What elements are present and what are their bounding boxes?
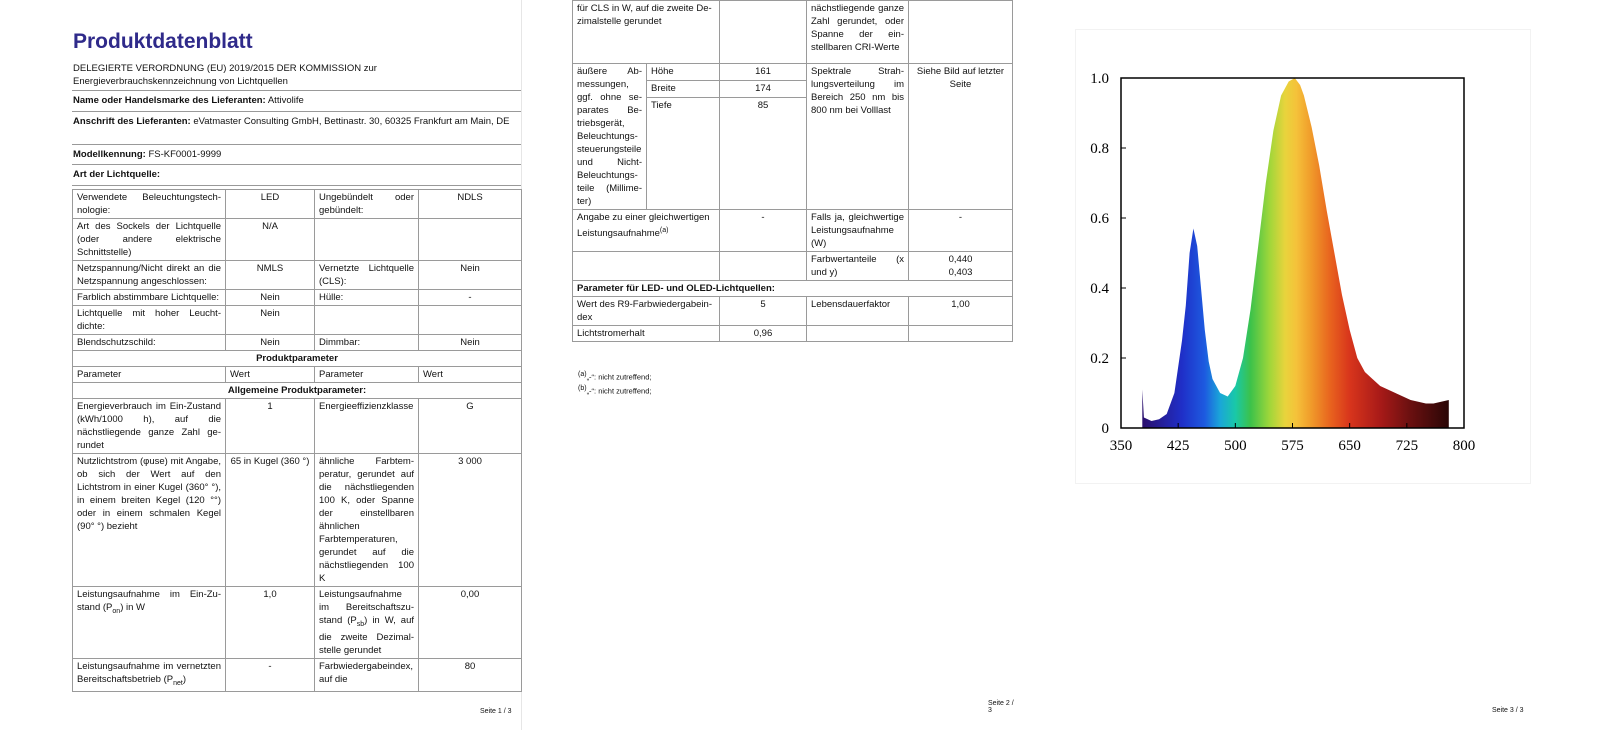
table-cell <box>419 219 522 261</box>
footnote-marker: (a) <box>659 227 669 234</box>
table-cell <box>909 326 1013 342</box>
parameters-table-continued <box>572 0 1013 342</box>
table-cell <box>909 252 1013 281</box>
table-cell: Lichtquelle mit hoher Leuchtdichte: <box>73 306 226 335</box>
table-row <box>73 383 522 399</box>
column-header: Wert <box>226 367 315 383</box>
table-cell: Nein <box>226 306 315 335</box>
column-header: Wert <box>419 367 522 383</box>
table-cell: Verwendete Beleuchtungstechnologie: <box>73 190 226 219</box>
table-cell <box>315 219 419 261</box>
table-cell: für CLS in W, auf die zweite Dezimalstelle gerundet <box>573 1 720 64</box>
spectral-distribution-chart <box>1076 30 1530 483</box>
table-cell: - <box>419 290 522 306</box>
table-row <box>73 658 522 691</box>
x-tick-label: 575 <box>1281 438 1304 454</box>
table-cell <box>73 587 226 659</box>
table-cell: G <box>419 399 522 454</box>
table-row <box>73 335 522 351</box>
table-cell: Ungebündelt oder gebündelt: <box>315 190 419 219</box>
x-tick-label: 650 <box>1338 438 1361 454</box>
table-cell-text: ) in W <box>120 602 145 613</box>
table-cell: Blendschutzschild: <box>73 335 226 351</box>
address-row <box>73 115 518 128</box>
table-cell: NDLS <box>419 190 522 219</box>
table-row <box>73 190 522 219</box>
table-row <box>73 399 522 454</box>
table-cell <box>419 306 522 335</box>
x-tick-label: 350 <box>1109 438 1133 454</box>
table-cell: 65 in Kugel (360 °) <box>226 454 315 587</box>
address-value: eVatmaster Consulting GmbH, Bettinastr. 30, 60325 Frankfurt am Main, DE <box>193 116 510 127</box>
table-row <box>573 281 1013 297</box>
table-cell: 5 <box>720 297 807 326</box>
table-cell: Siehe Bild auf letzter Seite <box>909 64 1013 210</box>
table-cell <box>73 658 226 691</box>
spectrum-area <box>1142 78 1449 428</box>
footnote-marker: (b) <box>578 385 587 392</box>
supplier-row <box>73 94 518 107</box>
divider <box>72 111 521 112</box>
subscript: on <box>112 607 121 615</box>
y-tick-label: 0.6 <box>1090 211 1109 227</box>
page-footer: Seite 2 / 3 <box>988 700 1014 714</box>
table-cell: Nein <box>226 335 315 351</box>
table-cell: 80 <box>419 658 522 691</box>
address-label: Anschrift des Lieferanten: <box>73 116 191 127</box>
table-cell: Lichtstromerhalt <box>573 326 720 342</box>
table-cell: - <box>720 210 807 252</box>
datasheet-page-2 <box>574 0 1014 730</box>
supplier-value: Attivolife <box>267 95 304 106</box>
table-cell: 1 <box>226 399 315 454</box>
table-cell <box>807 326 909 342</box>
table-cell: Farbwertanteile (x und y) <box>807 252 909 281</box>
parameters-table <box>72 189 522 692</box>
table-row <box>73 290 522 306</box>
table-cell: Energieverbrauch im Ein-Zustand (kWh/1000 h), auf die nächstliegende ganze Zahl gerundet <box>73 399 226 454</box>
y-tick-label: 1.0 <box>1090 71 1109 87</box>
table-cell: 174 <box>720 81 807 98</box>
table-cell: 1,0 <box>226 587 315 659</box>
table-cell: Breite <box>647 81 720 98</box>
table-cell: ähnliche Farbtemperatur, gerundet auf die nächstliegenden 100 K, oder Spanne der einstellbaren ähnlichen Farbtemperaturen, gerundet auf die nächstliegenden 100 K <box>315 454 419 587</box>
table-cell: nächstliegende ganze Zahl gerundet, oder Spanne der einstellbaren CRI-Werte <box>807 1 909 64</box>
table-cell <box>909 1 1013 64</box>
table-cell: Höhe <box>647 64 720 81</box>
table-cell: - <box>909 210 1013 252</box>
table-cell-text: ) <box>182 673 187 685</box>
page-footer: Seite 1 / 3 <box>480 708 512 715</box>
divider <box>72 164 521 165</box>
x-tick-label: 725 <box>1395 438 1419 454</box>
table-cell: Wert des R9-Farbwiedergabeindex <box>573 297 720 326</box>
chromaticity-x: 0,440 <box>948 254 973 265</box>
regulation-subtitle: DELEGIERTE VERORDNUNG (EU) 2019/2015 DER KOMMISSION zur Energieverbrauchskennzeichnung von Lichtquellen <box>73 63 377 87</box>
table-cell: Nein <box>419 261 522 290</box>
footnote-b <box>578 385 651 396</box>
table-row <box>573 64 1013 81</box>
table-cell-text: Leistungsaufnahme im Bereitschaftszustand (P <box>319 589 414 626</box>
x-tick-label: 800 <box>1452 438 1476 454</box>
table-row <box>573 252 1013 281</box>
table-row <box>573 210 1013 252</box>
table-row <box>573 326 1013 342</box>
table-cell: 161 <box>720 64 807 81</box>
table-cell: Netzspannung/Nicht direkt an die Netzspannung angeschlossen: <box>73 261 226 290</box>
datasheet-page-3 <box>1076 0 1530 730</box>
table-cell: NMLS <box>226 261 315 290</box>
y-tick-label: 0 <box>1101 421 1109 437</box>
table-cell: Spektrale Strahlungsverteilung im Bereich 250 nm bis 800 nm bei Volllast <box>807 64 909 210</box>
table-cell <box>720 252 807 281</box>
column-header: Parameter <box>315 367 419 383</box>
model-row <box>73 148 518 161</box>
light-source-type-heading: Art der Lichtquelle: <box>73 169 161 180</box>
y-tick-label: 0.8 <box>1090 141 1109 157</box>
table-cell-text: Angabe zu einer gleichwertigen Leistungsaufnahme <box>577 212 710 240</box>
subscript: net <box>173 679 183 687</box>
table-cell: Hülle: <box>315 290 419 306</box>
table-cell: äußere Abmessungen, ggf. ohne separates Betriebsgerät, Beleuchtungssteuerungsteile und Nicht-Beleuchtungsteile (Millimeter) <box>573 64 647 210</box>
table-row <box>573 1 1013 64</box>
table-cell: Dimmbar: <box>315 335 419 351</box>
table-cell-text: Leistungsaufnahme im Ein-Zustand (P <box>77 589 221 613</box>
table-cell: Farblich abstimmbare Lichtquelle: <box>73 290 226 306</box>
plot-area <box>1142 78 1449 428</box>
supplier-label: Name oder Handelsmarke des Lieferanten: <box>73 95 266 106</box>
model-label: Modellkennung: <box>73 149 146 160</box>
table-cell: Nein <box>419 335 522 351</box>
chromaticity-y: 0,403 <box>948 267 973 278</box>
table-cell: 0,96 <box>720 326 807 342</box>
divider <box>72 90 521 91</box>
table-cell: Farbwiedergabeindex, auf die <box>315 658 419 691</box>
footnote-marker: (a) <box>578 371 587 378</box>
table-row <box>73 351 522 367</box>
table-row <box>573 297 1013 326</box>
table-cell <box>315 587 419 659</box>
table-cell: Art des Sockels der Lichtquelle (oder andere elektrische Schnittstelle) <box>73 219 226 261</box>
table-cell <box>315 306 419 335</box>
table-cell: 0,00 <box>419 587 522 659</box>
table-cell: Energieeffizienzklasse <box>315 399 419 454</box>
column-header: Parameter <box>73 367 226 383</box>
table-cell: Nein <box>226 290 315 306</box>
table-row <box>73 306 522 335</box>
table-cell: Lebensdauerfaktor <box>807 297 909 326</box>
x-tick-label: 425 <box>1166 438 1190 454</box>
x-tick-label: 500 <box>1224 438 1247 454</box>
divider <box>72 144 521 145</box>
table-cell <box>573 252 720 281</box>
section-heading: Allgemeine Produktparameter: <box>73 383 522 399</box>
table-cell-text: ) in W, auf die zweite Dezimalstelle gerundet <box>319 615 414 656</box>
table-row <box>73 261 522 290</box>
footnote-text: „-“: nicht zutreffend; <box>586 372 652 382</box>
section-heading: Produktparameter <box>73 351 522 367</box>
table-cell: - <box>226 658 315 691</box>
table-row <box>73 454 522 587</box>
y-tick-label: 0.2 <box>1090 351 1109 367</box>
table-cell: Tiefe <box>647 98 720 210</box>
spectrum-figure <box>1076 30 1530 483</box>
page-title: Produktdatenblatt <box>73 30 253 53</box>
table-cell: Falls ja, gleichwertige Leistungsaufnahme (W) <box>807 210 909 252</box>
footnote-a <box>578 371 651 382</box>
table-cell: LED <box>226 190 315 219</box>
table-cell: N/A <box>226 219 315 261</box>
section-heading: Parameter für LED- und OLED-Lichtquellen: <box>573 281 1013 297</box>
table-cell: Vernetzte Lichtquelle (CLS): <box>315 261 419 290</box>
divider <box>72 185 521 186</box>
footnote-text: „-“: nicht zutreffend; <box>586 386 652 396</box>
table-row <box>73 219 522 261</box>
y-tick-label: 0.4 <box>1090 281 1109 297</box>
table-cell: 85 <box>720 98 807 210</box>
table-cell <box>573 210 720 252</box>
table-cell: Nutzlichtstrom (φuse) mit Angabe, ob sich der Wert auf den Lichtstrom in einer Kugel (360° °), in einem breiten Kegel (120 °°) oder in einem schmalen Kegel (90° °) bezieht <box>73 454 226 587</box>
table-header-row <box>73 367 522 383</box>
table-cell-text: Leistungsaufnahme im vernetzten Bereitschaftsbetrieb (P <box>77 660 221 685</box>
page-footer: Seite 3 / 3 <box>1492 707 1524 714</box>
table-cell: 3 000 <box>419 454 522 587</box>
table-row <box>73 587 522 659</box>
table-cell: 1,00 <box>909 297 1013 326</box>
subscript: sb <box>356 620 365 628</box>
table-cell <box>720 1 807 64</box>
datasheet-page-1 <box>66 0 522 730</box>
model-value: FS-KF0001-9999 <box>148 149 222 160</box>
